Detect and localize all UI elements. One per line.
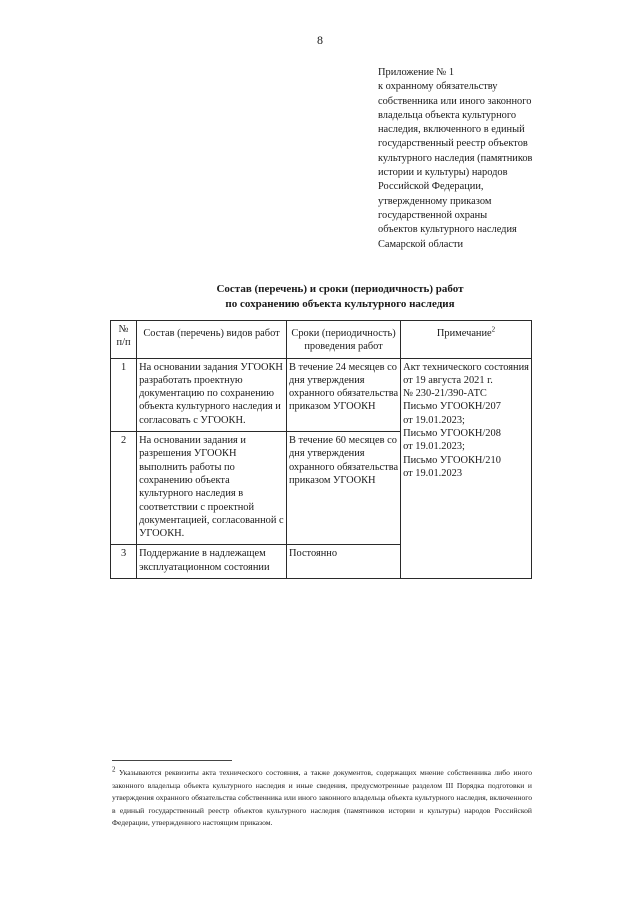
- appendix-line: истории и культуры) народов: [378, 167, 508, 179]
- note-line: от 19 августа 2021 г.: [403, 374, 493, 386]
- table-row: [111, 358, 532, 431]
- header-note: [401, 321, 532, 359]
- appendix-line: Самарской области: [378, 238, 464, 250]
- note-line: Письмо УГООКН/208: [403, 428, 501, 440]
- note-line: Письмо УГООКН/210: [403, 454, 501, 466]
- note-line: Акт технического состояния: [403, 361, 529, 373]
- appendix-line: Приложение № 1: [378, 67, 455, 78]
- note-cell: [401, 358, 532, 578]
- appendix-line: культурного наследия (памятников: [378, 152, 533, 164]
- footnote-text: Указываются реквизиты акта технического состояния, а также документов, содержащих мнение собственника либо иного законного владельца объекта культурного наследия и иные сведения, предусмотренные разделом III Порядка подготовки и утверждения охранного обязательства собственника или иного законного владельца объекта культурного наследия, включенного в единый государственный реестр объектов культурного наследия (памятников истории и культуры) народов Российской Федерации, утвержденного настоящим приказом.: [112, 768, 532, 828]
- footnote-ref: 2: [491, 325, 496, 334]
- appendix-line: объектов культурного наследия: [378, 224, 517, 236]
- appendix-line: наследия, включенного в единый: [378, 124, 525, 136]
- row-number: 2: [111, 432, 137, 545]
- title-line-2: по сохранению объекта культурного наследия: [225, 297, 455, 310]
- row-term: Постоянно: [286, 545, 400, 579]
- row-composition: Поддержание в надлежащем эксплуатационном состоянии: [137, 545, 287, 579]
- header-number: [111, 321, 137, 359]
- appendix-line: собственника или иного законного: [378, 95, 532, 107]
- note-line: № 230-21/390-АТС: [403, 388, 487, 400]
- header-number-abbr: п/п: [116, 337, 131, 349]
- appendix-line: государственной охраны: [378, 209, 488, 221]
- row-number: 3: [111, 545, 137, 579]
- title-line-1: Состав (перечень) и сроки (периодичность) работ: [216, 283, 464, 295]
- header-note-label: Примечание: [436, 328, 492, 339]
- row-composition: На основании задания и разрешения УГООКН выполнить работы по сохранению объекта культурного наследия в соответствии с проектной документацией, согласованной с УГООКН.: [137, 432, 287, 545]
- appendix-line: утвержденному приказом: [378, 195, 492, 207]
- row-number: 1: [111, 358, 137, 431]
- document-title: [0, 282, 640, 311]
- header-composition: Состав (перечень) видов работ: [137, 321, 287, 359]
- appendix-line: владельца объекта культурного: [378, 109, 517, 121]
- appendix-line: Российской Федерации,: [378, 181, 484, 193]
- page-number: 8: [317, 33, 323, 47]
- row-term: В течение 60 месяцев со дня утверждения охранного обязательства приказом УГООКН: [286, 432, 400, 545]
- appendix-header: [378, 66, 578, 252]
- footnote-divider: [112, 760, 232, 761]
- footnote: [112, 767, 532, 830]
- works-table: [110, 320, 532, 579]
- appendix-line: государственный реестр объектов: [378, 138, 528, 150]
- header-number-symbol: №: [118, 324, 129, 335]
- row-term: В течение 24 месяцев со дня утверждения охранного обязательства приказом УГООКН: [286, 358, 400, 431]
- appendix-line: к охранному обязательству: [378, 81, 498, 93]
- note-line: Письмо УГООКН/207: [403, 401, 501, 413]
- row-composition: На основании задания УГООКН разработать проектную документацию по сохранению объекта культурного наследия и согласовать с УГООКН.: [137, 358, 287, 431]
- note-line: от 19.01.2023;: [403, 414, 465, 426]
- footnote-mark: 2: [112, 765, 116, 774]
- note-line: от 19.01.2023: [403, 467, 463, 479]
- header-term: Сроки (периодичность) проведения работ: [286, 321, 400, 359]
- note-line: от 19.01.2023;: [403, 441, 465, 453]
- table-header-row: [111, 321, 532, 359]
